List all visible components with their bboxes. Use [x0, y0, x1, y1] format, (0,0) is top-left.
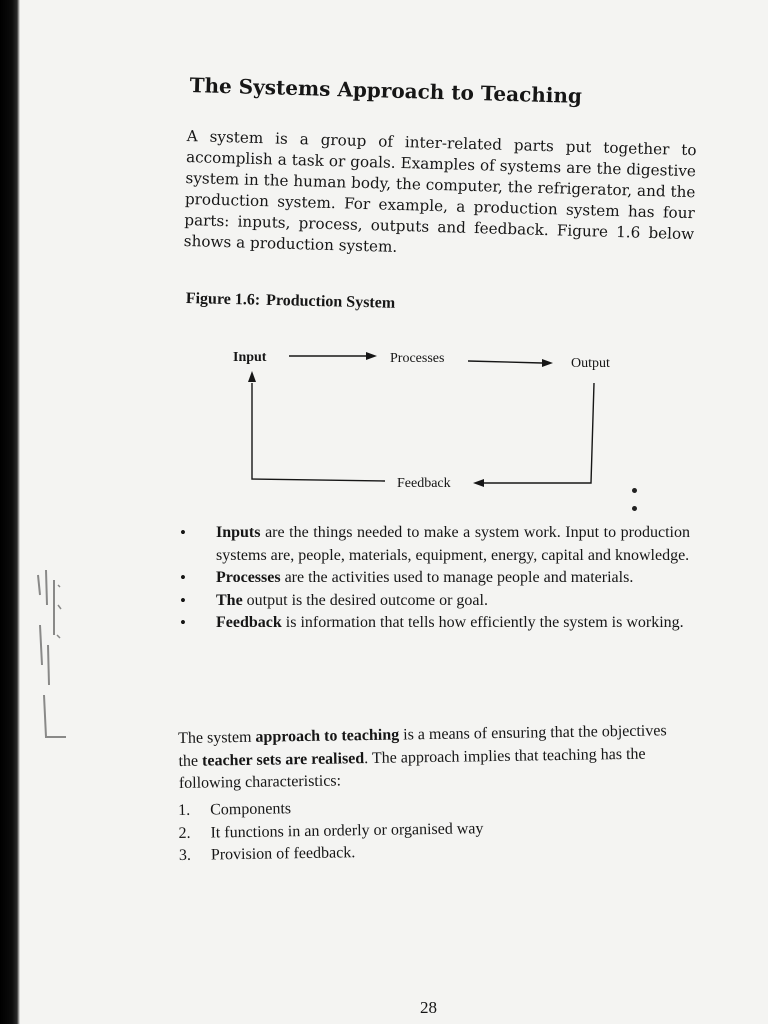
page-title: The Systems Approach to Teaching: [189, 73, 583, 108]
characteristic-item: 3. Provision of feedback.: [178, 844, 356, 864]
production-system-diagram: [225, 335, 625, 495]
characteristics-list: [178, 795, 484, 867]
book-spine-shadow: [0, 0, 20, 1024]
arrowhead-input: [248, 371, 256, 382]
node-output: Output: [571, 356, 610, 371]
node-processes: Processes: [390, 351, 445, 366]
bullet-feedback: • Feedback is information that tells how efficiently the system is working.: [180, 612, 690, 635]
figure-caption: [186, 290, 396, 313]
node-feedback: Feedback: [397, 476, 451, 491]
characteristic-item: 2. It functions in an orderly or organised way: [178, 819, 484, 842]
feedback-line-right: [483, 383, 594, 483]
bullet-inputs: • Inputs are the things needed to make a system work. Input to production systems are, people, materials, equipment, energy, capital and knowledge.: [180, 522, 690, 567]
feedback-line-left: [252, 383, 385, 481]
stray-dots: [632, 488, 638, 524]
characteristic-item: 1. Components: [178, 800, 292, 819]
intro-paragraph: A system is a group of inter-related parts put together to accomplish a task or goals. Examples of systems are the digestive system in the human body, the computer, the refrigerator, and the production system. For example, a production system has four parts: inputs, process, outputs and feedback. Figure 1.6 below shows a production system.: [183, 126, 697, 256]
bullet-list: [180, 522, 690, 635]
bullet-processes: • Processes are the activities used to manage people and materials.: [180, 567, 690, 590]
page-number: 28: [420, 998, 437, 1017]
arrow-processes-output: [468, 361, 542, 363]
approach-paragraph: The system approach to teaching is a means of ensuring that the objectives the teacher sets are realised. The approach implies that teaching has the following characteristics:: [178, 722, 667, 792]
arrowhead-feedback: [473, 479, 484, 487]
figure-label: Figure 1.6:: [185, 290, 261, 309]
figure-title: Production System: [265, 291, 396, 312]
bleed-through-marks: [32, 565, 68, 740]
arrowhead-output: [542, 359, 553, 367]
node-input: Input: [233, 350, 267, 365]
arrowhead-processes: [366, 352, 377, 360]
bullet-output: • The output is the desired outcome or goal.: [180, 590, 690, 613]
